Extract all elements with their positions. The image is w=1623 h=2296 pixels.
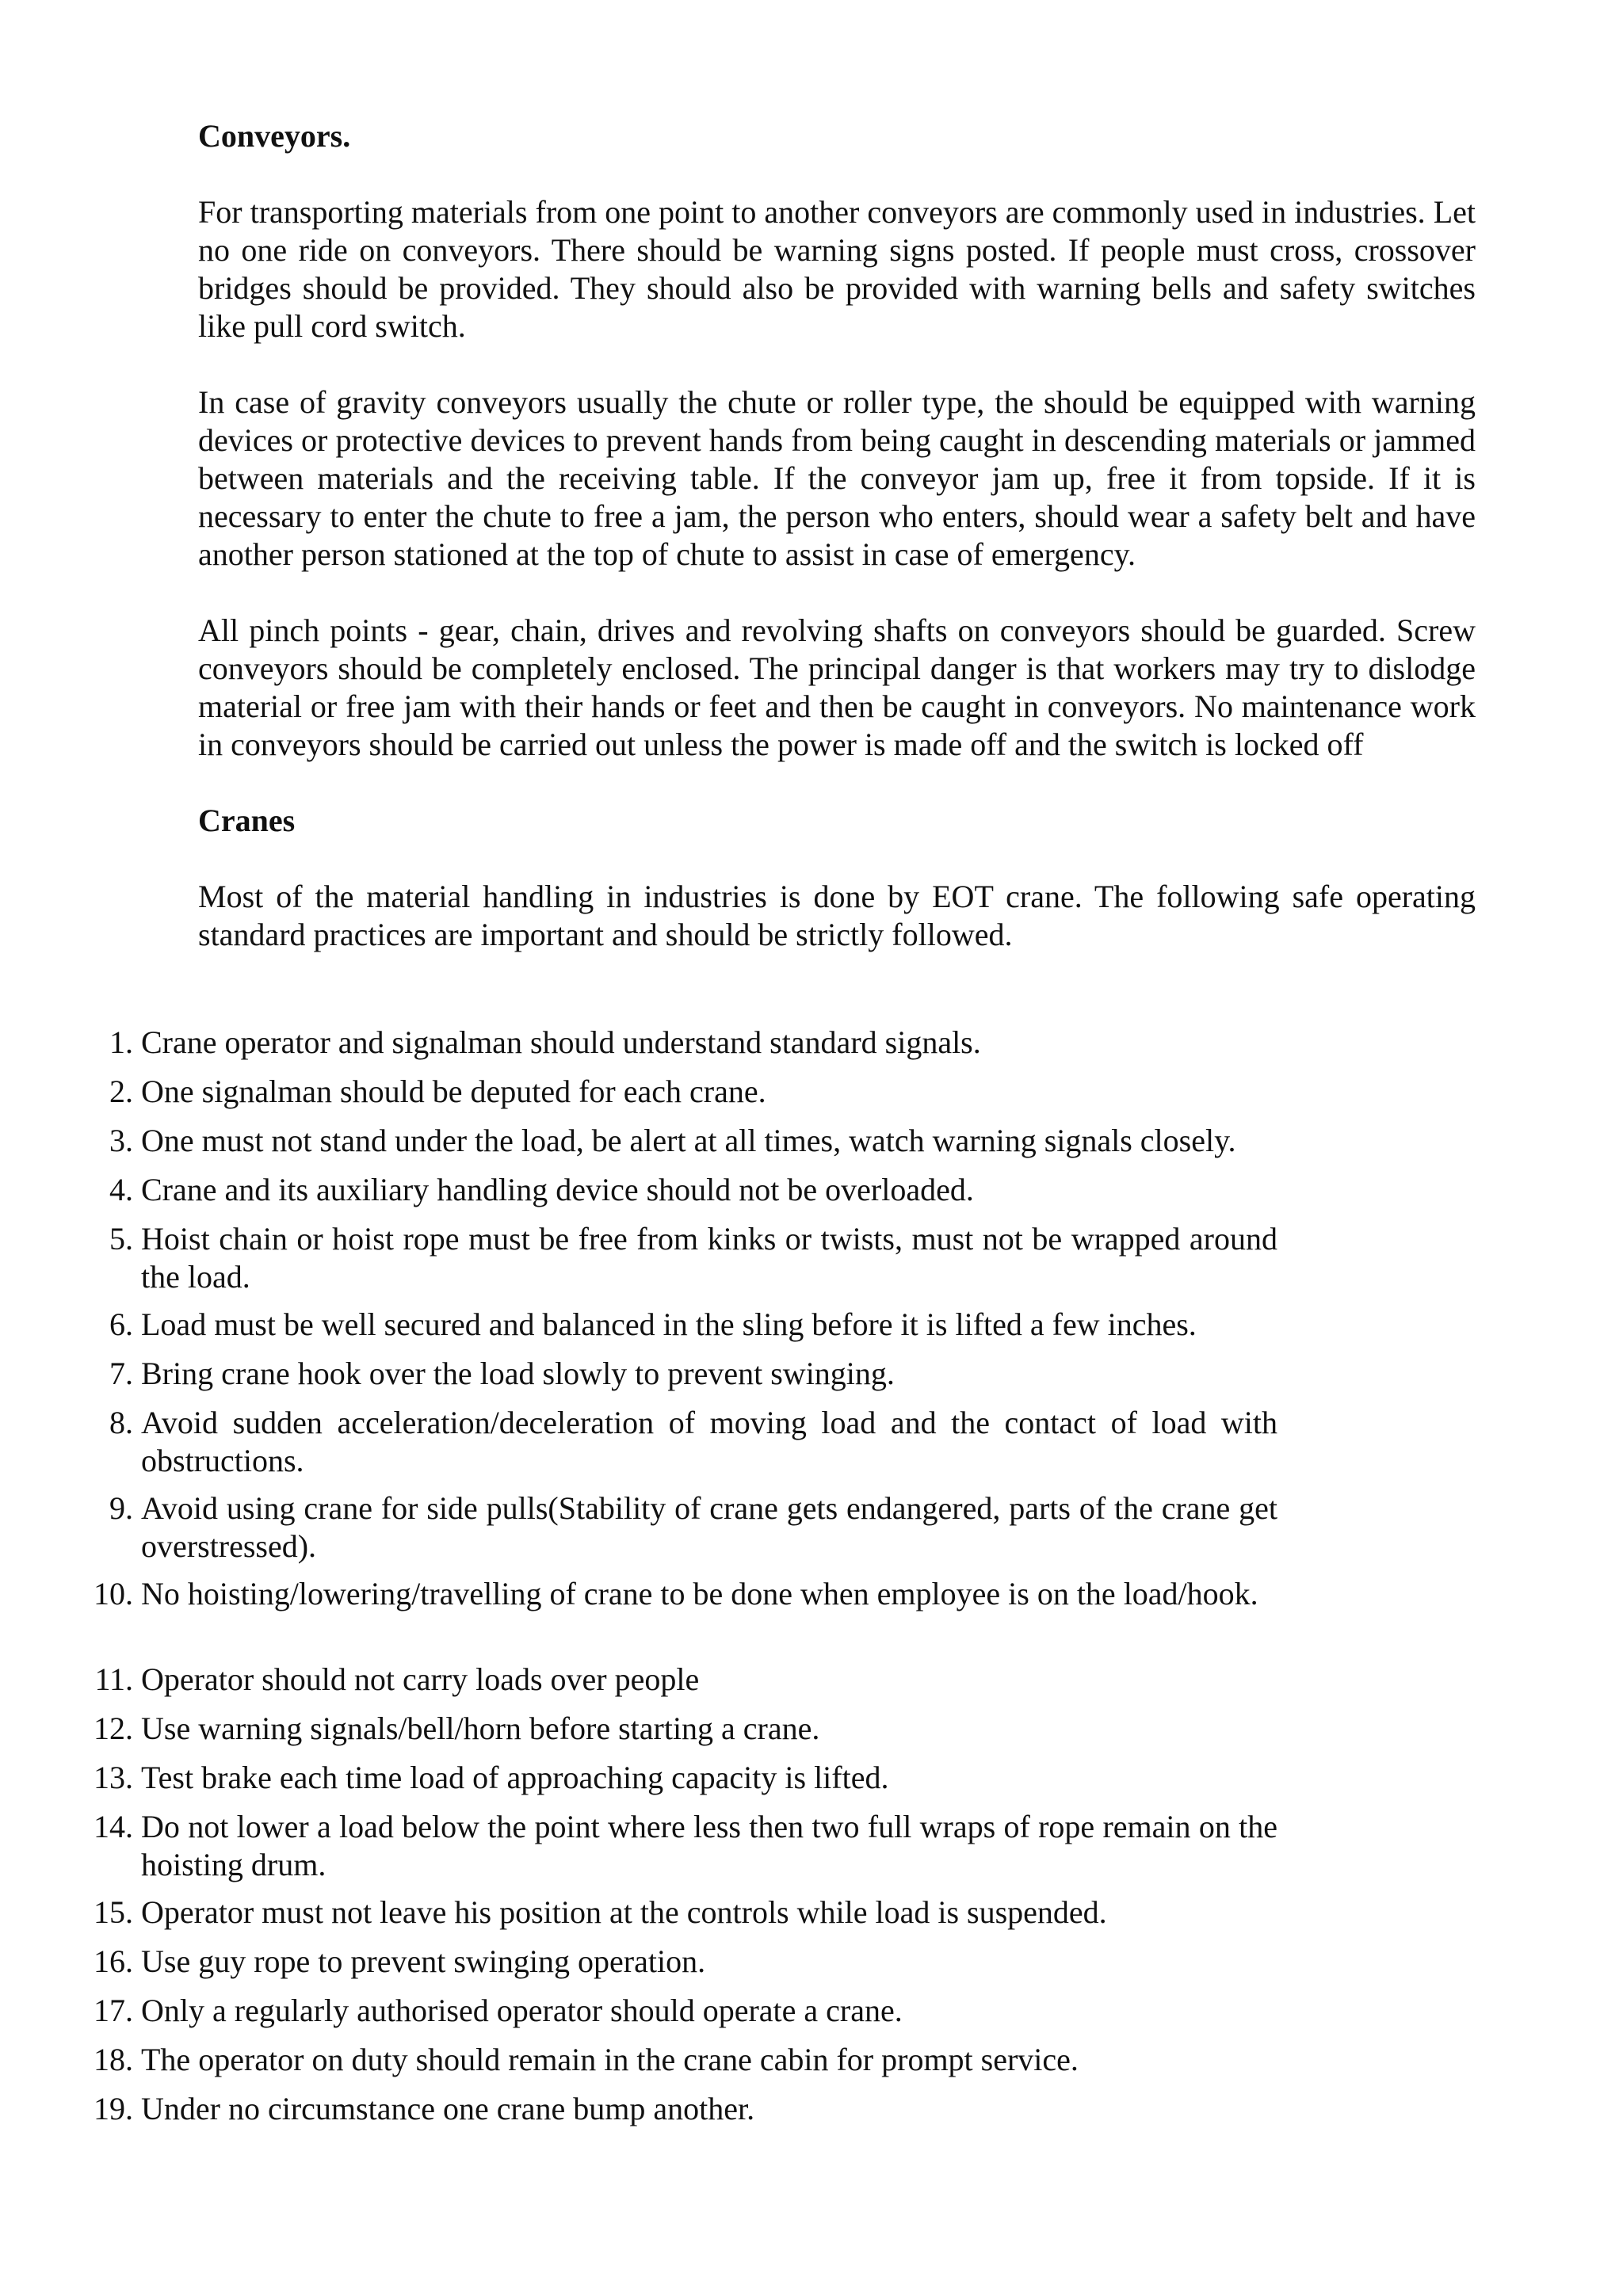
section-heading-cranes: Cranes [198,803,296,838]
list-item [92,1171,1277,1209]
list-item [92,2090,1277,2128]
list-item-number: 10. [94,1576,133,1611]
list-item-number: 6. [109,1306,133,1342]
list-item-text: Crane and its auxiliary handling device should not be overloaded. [141,1172,974,1207]
list-item [92,1122,1277,1160]
list-item [92,1355,1277,1393]
list-item [92,1759,1277,1797]
list-item [92,1661,1277,1699]
list-item-number: 2. [109,1074,133,1109]
list-item [92,2041,1277,2079]
document-page [198,117,1476,998]
list-item [92,1808,1277,1884]
list-item [92,1710,1277,1748]
list-item-text: No hoisting/lowering/travelling of crane to be done when employee is on the load/hook. [141,1576,1258,1611]
conveyors-paragraph-3: All pinch points - gear, chain, drives and revolving shafts on conveyors should be guarded. Screw conveyors should be completely enclosed. The principal danger is that workers may try to dislodge material or free jam with their hands or feet and then be caught in conveyors. No maintenance work in conveyors should be carried out unless the power is made off and the switch is locked off [198,612,1476,762]
list-item-number: 9. [109,1490,133,1526]
list-item [92,1992,1277,2030]
list-item-text: Test brake each time load of approaching capacity is lifted. [141,1760,889,1795]
list-item-number: 18. [94,2042,133,2077]
list-item-text: Load must be well secured and balanced in the sling before it is lifted a few inches. [141,1306,1197,1342]
list-item-number: 12. [94,1711,133,1746]
list-item [92,1489,1277,1566]
list-item [92,1575,1277,1613]
list-item-text: One must not stand under the load, be alert at all times, watch warning signals closely. [141,1123,1236,1158]
list-item [92,1894,1277,1932]
list-item [92,1943,1277,1981]
list-item-number: 3. [109,1123,133,1158]
list-item [92,1073,1277,1111]
list-item-text: Under no circumstance one crane bump another. [141,2091,755,2126]
list-item-text: Avoid sudden acceleration/deceleration of moving load and the contact of load with obstructions. [141,1405,1277,1478]
list-item-number: 1. [109,1024,133,1060]
list-item-number: 11. [94,1661,133,1697]
list-item-text: The operator on duty should remain in the crane cabin for prompt service. [141,2042,1079,2077]
list-item-number: 15. [94,1894,133,1930]
list-item-text: Operator should not carry loads over people [141,1661,700,1697]
list-item-number: 19. [94,2091,133,2126]
list-item-text: Use warning signals/bell/horn before starting a crane. [141,1711,820,1746]
list-item-text: Operator must not leave his position at the controls while load is suspended. [141,1894,1107,1930]
list-item-text: Bring crane hook over the load slowly to prevent swinging. [141,1356,895,1391]
cranes-intro-paragraph: Most of the material handling in industries is done by EOT crane. The following safe operating standard practices are important and should be strictly followed. [198,879,1476,952]
list-item-number: 14. [94,1809,133,1844]
list-item [92,1220,1277,1296]
list-item-number: 4. [109,1172,133,1207]
list-item-text: Only a regularly authorised operator should operate a crane. [141,1993,903,2028]
list-item-text: Do not lower a load below the point where less then two full wraps of rope remain on the hoisting drum. [141,1809,1277,1882]
list-item-number: 7. [109,1356,133,1391]
list-item-text: Crane operator and signalman should understand standard signals. [141,1024,981,1060]
list-item-text: Use guy rope to prevent swinging operation. [141,1943,706,1979]
conveyors-paragraph-1: For transporting materials from one point to another conveyors are commonly used in industries. Let no one ride on conveyors. There should be warning signs posted. If people must cross, crossover bridges should be provided. They should also be provided with warning bells and safety switches like pull cord switch. [198,194,1476,344]
list-item [92,1404,1277,1480]
conveyors-paragraph-2: In case of gravity conveyors usually the chute or roller type, the should be equipped with warning devices or protective devices to prevent hands from being caught in descending materials or jammed between materials and the receiving table. If the conveyor jam up, free it from topside. If it is necessary to enter the chute to free a jam, the person who enters, should wear a safety belt and have another person stationed at the top of chute to assist in case of emergency. [198,384,1476,572]
list-item-number: 17. [94,1993,133,2028]
list-item [92,1024,1277,1062]
list-item-text: Avoid using crane for side pulls(Stability of crane gets endangered, parts of the crane get overstressed). [141,1490,1277,1564]
section-heading-conveyors: Conveyors. [198,118,351,154]
list-item-text: Hoist chain or hoist rope must be free from kinks or twists, must not be wrapped around the load. [141,1221,1277,1295]
list-item-number: 16. [94,1943,133,1979]
list-item-number: 13. [94,1760,133,1795]
list-item [92,1306,1277,1344]
list-item-text: One signalman should be deputed for each crane. [141,1074,766,1109]
list-item-number: 5. [109,1221,133,1257]
list-item-number: 8. [109,1405,133,1440]
